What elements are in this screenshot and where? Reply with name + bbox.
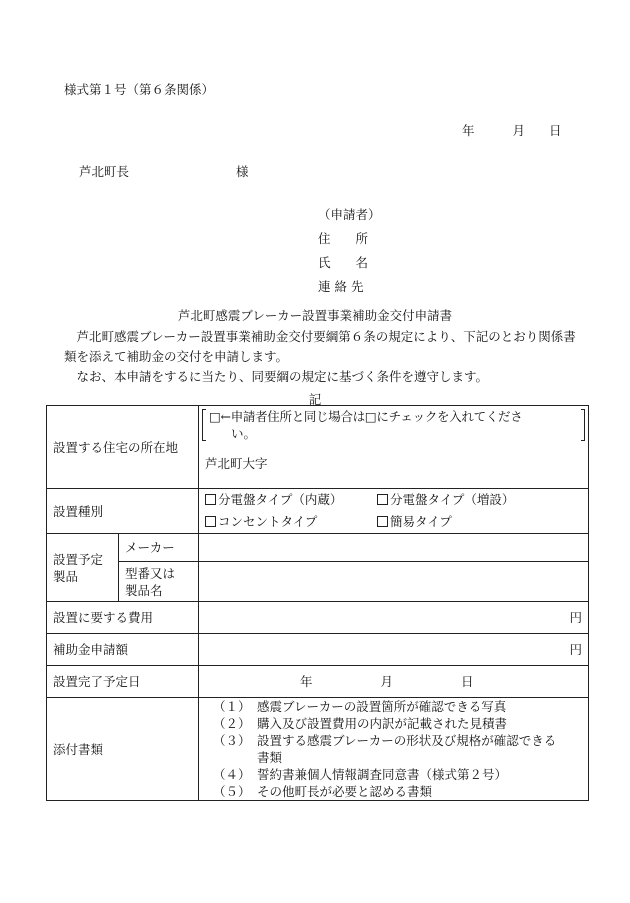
cost-row (47, 602, 589, 634)
body-paragraph-1: 芦北町感震ブレーカー設置事業補助金交付要綱第６条の規定により、下記のとおり関係書類を添えて補助金の交付を申請します。 (64, 329, 576, 364)
attachment-item: （１） 感震ブレーカーの設置箇所が確認できる写真 (213, 699, 507, 714)
completion-month: 月 (380, 674, 394, 689)
attachment-item: （３） 設置する感震ブレーカーの形状及び規格が確認できる (213, 733, 557, 748)
form-number: 様式第１号（第６条関係） (64, 82, 215, 97)
applicant-heading: （申請者） (318, 207, 381, 222)
model-field[interactable] (199, 562, 589, 602)
location-note-line1: □←申請者住所と同じ場合は□にチェックを入れてくださ (209, 409, 523, 424)
applicant-contact-label: 連 絡 先 (318, 279, 364, 294)
cost-field[interactable] (199, 602, 589, 634)
date-line (462, 121, 562, 139)
attachment-item-continued: 書類 (257, 750, 283, 765)
maker-label: メーカー (119, 534, 199, 562)
application-form-table (46, 405, 589, 801)
maker-row (47, 534, 589, 562)
type-option-added[interactable]: 分電盤タイプ（増設） (377, 492, 514, 507)
subsidy-row (47, 634, 589, 666)
completion-label: 設置完了予定日 (47, 666, 199, 698)
attachments-row (47, 698, 589, 801)
checkbox-icon[interactable] (205, 516, 216, 527)
attachment-item: （４） 誓約書兼個人情報調査同意書（様式第２号） (213, 767, 508, 782)
attachment-item: （２） 購入及び設置費用の内訳が記載された見積書 (213, 716, 508, 731)
type-row (47, 489, 589, 534)
applicant-address-label: 住 所 (318, 231, 369, 246)
attachment-item: （５） その他町長が必要と認める書類 (213, 784, 433, 799)
applicant-block (318, 203, 381, 299)
model-label: 型番又は 製品名 (119, 562, 199, 602)
type-label: 設置種別 (47, 489, 199, 534)
cost-label: 設置に要する費用 (47, 602, 199, 634)
location-row (47, 406, 589, 489)
type-options (199, 489, 589, 534)
location-prefix: 芦北町大字 (205, 456, 268, 471)
addressee: 芦北町長 (79, 164, 130, 179)
type-option-builtin[interactable]: 分電盤タイプ（内蔵） (205, 489, 377, 511)
completion-year: 年 (300, 674, 313, 689)
cost-unit: 円 (569, 610, 583, 625)
subsidy-unit: 円 (569, 642, 583, 657)
completion-row (47, 666, 589, 698)
completion-day: 日 (461, 674, 474, 689)
location-label: 設置する住宅の所在地 (47, 406, 199, 489)
subsidy-field[interactable] (199, 634, 589, 666)
date-month: 月 (512, 123, 526, 138)
attachments-list (199, 698, 589, 801)
honorific: 様 (236, 164, 249, 179)
completion-field[interactable] (199, 666, 589, 698)
checkbox-icon[interactable] (377, 494, 388, 505)
checkbox-icon[interactable] (377, 516, 388, 527)
location-note (205, 408, 582, 442)
checkbox-icon[interactable] (205, 494, 216, 505)
attachments-label: 添付書類 (47, 698, 199, 801)
location-note-line2: い。 (231, 426, 257, 441)
type-option-outlet[interactable]: コンセントタイプ (205, 511, 377, 533)
product-label: 設置予定 製品 (47, 534, 119, 602)
ki-heading: 記 (308, 392, 322, 407)
body-paragraph-2: なお、本申請をするに当たり、同要綱の規定に基づく条件を遵守します。 (64, 369, 489, 384)
location-cell[interactable] (199, 406, 589, 489)
subsidy-label: 補助金申請額 (47, 634, 199, 666)
document-title: 芦北町感震ブレーカー設置事業補助金交付申請書 (177, 308, 453, 323)
date-year: 年 (462, 123, 475, 138)
maker-field[interactable] (199, 534, 589, 562)
model-row (47, 562, 589, 602)
body-text (64, 327, 584, 387)
date-day: 日 (549, 123, 562, 138)
type-option-simple[interactable]: 簡易タイプ (377, 514, 452, 529)
applicant-name-label: 氏 名 (318, 255, 369, 270)
